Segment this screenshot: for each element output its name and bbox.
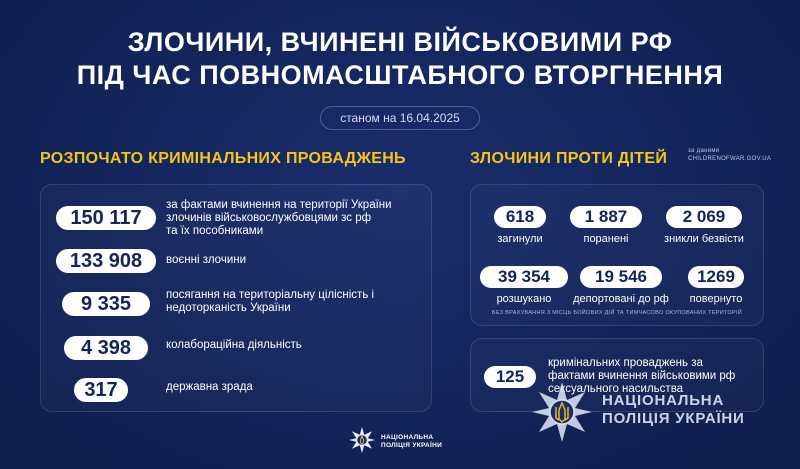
crime-label-line: злочинів військовослужбовцями зс рф <box>166 212 372 224</box>
watermark-line-2: ПОЛІЦІЯ УКРАЇНИ <box>602 410 745 427</box>
children-deported-value: 19 546 <box>580 266 662 288</box>
title-line-2: ПІД ЧАС ПОВНОМАСШТАБНОГО ВТОРГНЕННЯ <box>76 60 724 90</box>
crime-label-collaboration <box>166 339 302 352</box>
criminal-proceedings-heading: РОЗПОЧАТО КРИМІНАЛЬНИХ ПРОВАДЖЕНЬ <box>40 150 406 167</box>
children-found-label: розшукано <box>496 293 552 305</box>
children-deported-label: депортовані до рф <box>573 293 669 305</box>
page-title <box>0 26 800 92</box>
children-killed-value: 618 <box>494 206 546 228</box>
crime-label-line: державна зрада <box>166 381 253 393</box>
police-star-emblem-icon <box>530 380 594 444</box>
children-missing-value: 2 069 <box>666 206 742 228</box>
children-returned-label: повернуто <box>689 293 743 305</box>
children-found-value: 39 354 <box>480 266 568 288</box>
sexual-violence-value: 125 <box>484 366 536 388</box>
title-line-1: ЗЛОЧИНИ, ВЧИНЕНІ ВІЙСЬКОВИМИ РФ <box>127 27 673 57</box>
crimes-against-children-heading: ЗЛОЧИНИ ПРОТИ ДІТЕЙ <box>470 150 668 167</box>
footer-line-1: НАЦІОНАЛЬНА <box>381 434 434 441</box>
crime-label-treason <box>166 381 253 394</box>
crime-label-line: недоторканість України <box>166 302 291 314</box>
footer-line-2: ПОЛІЦІЯ УКРАЇНИ <box>381 442 443 449</box>
crime-label-line: за фактами вчинення на території України <box>166 199 392 211</box>
watermark-text <box>602 392 745 428</box>
footer-logo-text <box>381 434 442 450</box>
crime-count-war-crimes: 133 908 <box>56 249 156 273</box>
watermark-line-1: НАЦІОНАЛЬНА <box>602 392 725 409</box>
crime-count-total: 150 117 <box>56 206 156 230</box>
children-killed-label: загинули <box>497 233 543 245</box>
police-star-emblem-icon <box>348 426 376 454</box>
crime-label-territorial-integrity <box>166 289 374 315</box>
crime-label-line: воєнні злочини <box>166 254 247 266</box>
children-injured-label: поранені <box>583 233 629 245</box>
sexual-violence-label-line: фактами вчинення військовими рф <box>548 370 736 382</box>
source-note-line-1: за даними <box>688 148 720 154</box>
crime-count-treason: 317 <box>74 378 128 402</box>
date-badge: станом на 16.04.2025 <box>320 106 480 130</box>
source-note <box>688 147 778 163</box>
children-returned-value: 1269 <box>688 266 744 288</box>
crime-label-total <box>166 199 392 238</box>
crime-label-line: колабораційна діяльність <box>166 339 302 351</box>
sexual-violence-label-line: сексуального насильства <box>548 383 684 395</box>
crime-label-line: та їх пособниками <box>166 225 264 237</box>
crime-label-line: посягання на територіальну цілісність і <box>166 289 375 301</box>
sexual-violence-label-line: кримінальних проваджень за <box>548 357 703 369</box>
children-footnote: БЕЗ ВРАХУВАННЯ З МІСЦЬ БОЙОВИХ ДІЙ ТА ТИМЧАСОВО ОКУПОВАНИХ ТЕРИТОРІЙ <box>491 310 743 316</box>
crime-count-territorial-integrity: 9 335 <box>62 292 150 316</box>
crime-count-collaboration: 4 398 <box>64 336 148 360</box>
children-injured-value: 1 887 <box>570 206 642 228</box>
source-note-line-2: CHILDRENOFWAR.GOV.UA <box>688 156 772 162</box>
children-missing-label: зникли безвісти <box>664 233 744 245</box>
crime-label-war-crimes <box>166 254 246 267</box>
